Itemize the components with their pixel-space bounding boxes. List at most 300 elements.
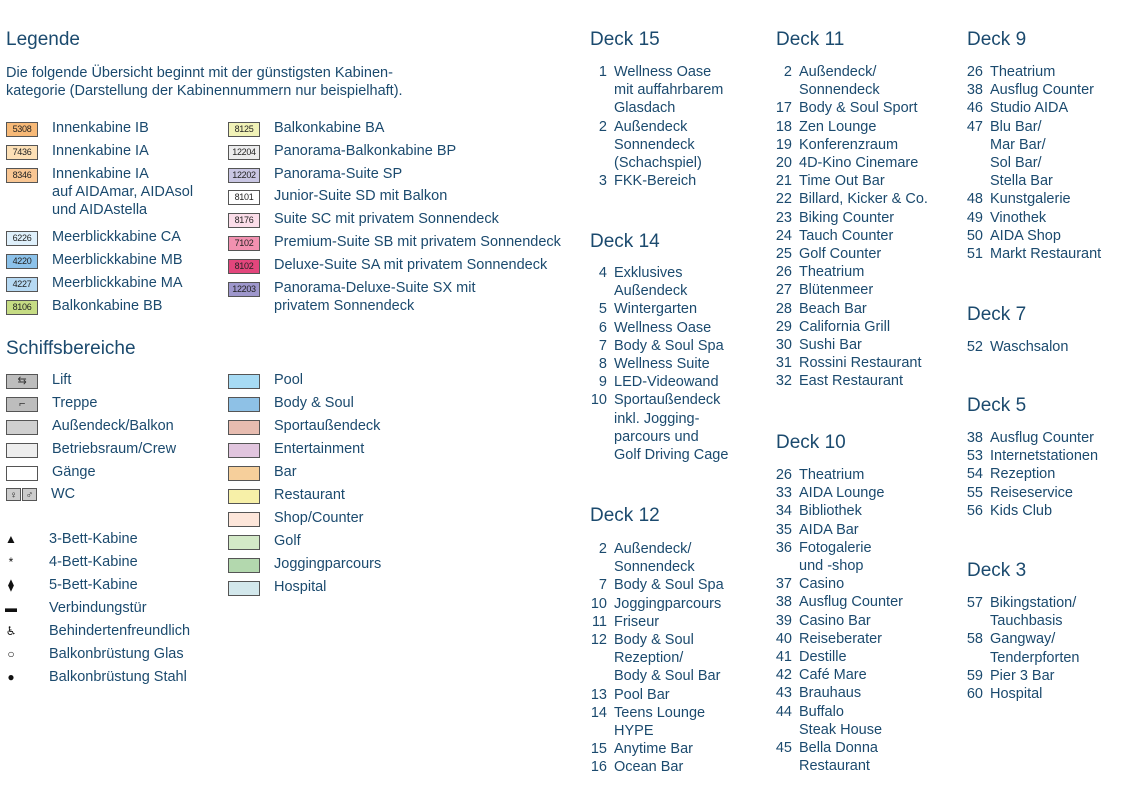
cabin-swatch: 12202 bbox=[228, 168, 260, 183]
item-name bbox=[799, 666, 867, 684]
deck-item bbox=[959, 209, 1101, 227]
legend-label: 3-Bett-Kabine bbox=[49, 531, 138, 547]
deck-item bbox=[959, 118, 1101, 191]
item-line: parcours und bbox=[614, 428, 699, 445]
item-number: 34 bbox=[775, 503, 792, 520]
deck-item bbox=[583, 264, 728, 300]
item-name bbox=[799, 521, 859, 539]
deck-item bbox=[583, 319, 728, 337]
area-swatch bbox=[228, 489, 260, 504]
deck-item bbox=[768, 521, 903, 539]
label-line: und AIDAstella bbox=[52, 202, 148, 218]
item-name bbox=[799, 593, 903, 611]
legend-label: Sportaußendeck bbox=[274, 418, 381, 434]
item-number: 38 bbox=[966, 82, 983, 99]
item-line: Ausflug Counter bbox=[799, 594, 903, 611]
label-line: Panorama-Balkonkabine BP bbox=[274, 143, 457, 159]
areas-title: Schiffsbereiche bbox=[6, 338, 136, 359]
deck14-list bbox=[583, 264, 728, 464]
item-line: Wellness Oase bbox=[614, 319, 712, 336]
deck-item bbox=[959, 594, 1079, 630]
stairs-icon: ⌐ bbox=[18, 398, 26, 410]
item-line: Tauch Counter bbox=[799, 227, 894, 244]
area-swatch bbox=[228, 535, 260, 550]
deck-item bbox=[768, 666, 903, 684]
legend-label bbox=[274, 210, 499, 228]
item-number: 45 bbox=[775, 740, 792, 757]
area-swatch bbox=[6, 374, 38, 389]
deck-item bbox=[583, 337, 728, 355]
deck-item bbox=[583, 740, 724, 758]
item-name bbox=[799, 118, 876, 136]
label-line: Innenkabine IB bbox=[52, 120, 149, 136]
item-line: Kids Club bbox=[990, 502, 1053, 519]
item-name bbox=[990, 338, 1068, 356]
legend-label bbox=[52, 165, 193, 219]
male-icon: ♂ bbox=[22, 488, 37, 501]
deck-item bbox=[959, 190, 1101, 208]
item-line: Reiseservice bbox=[990, 484, 1073, 501]
item-line: AIDA Bar bbox=[799, 521, 859, 538]
legend-row-cabin bbox=[6, 274, 183, 292]
item-number: 40 bbox=[775, 630, 792, 647]
item-name bbox=[990, 99, 1068, 117]
legend-label: 4-Bett-Kabine bbox=[49, 554, 138, 570]
legend-label bbox=[274, 256, 547, 274]
area-swatch bbox=[6, 420, 38, 435]
label-line: Junior-Suite SD mit Balkon bbox=[274, 188, 448, 204]
item-line: Tenderpforten bbox=[990, 649, 1080, 666]
item-line: Theatrium bbox=[990, 64, 1056, 80]
deck-item bbox=[768, 118, 928, 136]
item-number: 5 bbox=[598, 301, 607, 318]
cabin-swatch: 7102 bbox=[228, 236, 260, 251]
label-line: Innenkabine IA bbox=[52, 166, 149, 182]
deck-item bbox=[768, 136, 928, 154]
item-number: 26 bbox=[966, 64, 983, 80]
item-number: 23 bbox=[775, 209, 792, 226]
item-line: Blütenmeer bbox=[799, 282, 874, 299]
item-line: FKK-Bereich bbox=[614, 173, 697, 190]
item-line: Sol Bar/ bbox=[990, 155, 1042, 172]
legend-row-cabin bbox=[228, 142, 456, 160]
deck-item bbox=[583, 391, 728, 464]
item-name bbox=[799, 99, 918, 117]
item-line: 4D-Kino Cinemare bbox=[799, 155, 919, 172]
label-line: Balkonkabine BA bbox=[274, 120, 385, 136]
item-line: Body & Soul Bar bbox=[614, 668, 721, 685]
item-name bbox=[799, 300, 867, 318]
deck-item bbox=[768, 372, 928, 390]
legend-row-symbol bbox=[4, 553, 138, 571]
item-number: 2 bbox=[598, 541, 607, 557]
item-number: 10 bbox=[590, 392, 607, 409]
item-line: Kunstgalerie bbox=[990, 191, 1071, 208]
legend-label: Balkonbrüstung Stahl bbox=[49, 669, 187, 685]
legend-row-symbol bbox=[4, 645, 184, 663]
item-name bbox=[990, 429, 1094, 447]
item-number: 27 bbox=[775, 282, 792, 299]
deck-item bbox=[768, 484, 903, 502]
legend-label: Balkonbrüstung Glas bbox=[49, 646, 184, 662]
item-line: Body & Soul Sport bbox=[799, 100, 918, 117]
item-name bbox=[799, 612, 871, 630]
area-swatch bbox=[6, 443, 38, 458]
item-number: 54 bbox=[966, 466, 983, 483]
item-name bbox=[614, 740, 693, 758]
item-name bbox=[799, 318, 890, 336]
item-number: 38 bbox=[966, 430, 983, 446]
item-number: 48 bbox=[966, 191, 983, 208]
item-number: 15 bbox=[590, 741, 607, 758]
legend-label bbox=[274, 142, 456, 160]
item-line: Steak House bbox=[799, 721, 883, 738]
item-number: 36 bbox=[775, 539, 792, 556]
item-number: 19 bbox=[775, 136, 792, 153]
item-number: 16 bbox=[590, 759, 607, 776]
item-number: 6 bbox=[598, 319, 607, 336]
item-line: Joggingparcours bbox=[614, 595, 722, 612]
cabin-swatch: 5308 bbox=[6, 122, 38, 137]
legend-row-cabin bbox=[228, 279, 475, 315]
deck-item bbox=[583, 172, 723, 190]
legend-label bbox=[52, 274, 183, 292]
deck-item bbox=[959, 338, 1068, 356]
legend-row-cabin bbox=[228, 119, 384, 137]
deck15-list bbox=[583, 63, 723, 190]
item-line: Studio AIDA bbox=[990, 100, 1069, 117]
item-name bbox=[614, 540, 695, 576]
item-number: 52 bbox=[966, 339, 983, 355]
deck-item bbox=[583, 373, 728, 391]
item-name bbox=[799, 630, 882, 648]
legend-row-area bbox=[6, 394, 97, 412]
legend-row-wc bbox=[6, 485, 75, 503]
legend-label bbox=[52, 228, 181, 246]
legend-row-area bbox=[228, 394, 354, 412]
legend-label: Joggingparcours bbox=[274, 556, 382, 572]
deck-item bbox=[768, 300, 928, 318]
item-line: Internetstationen bbox=[990, 448, 1099, 465]
item-name bbox=[799, 209, 894, 227]
item-line: Glasdach bbox=[614, 100, 676, 117]
area-swatch bbox=[228, 558, 260, 573]
label-line: Deluxe-Suite SA mit privatem Sonnendeck bbox=[274, 257, 548, 273]
item-number: 55 bbox=[966, 484, 983, 501]
item-line: Theatrium bbox=[799, 467, 865, 483]
item-name bbox=[799, 466, 864, 484]
item-line: Pier 3 Bar bbox=[990, 667, 1055, 684]
legend-label: Lift bbox=[52, 372, 72, 388]
circle-filled-icon: ● bbox=[7, 670, 15, 684]
item-name bbox=[799, 502, 862, 520]
legend-row-cabin bbox=[6, 251, 183, 269]
item-number: 20 bbox=[775, 155, 792, 172]
legend-row-area bbox=[228, 440, 364, 458]
deck-item bbox=[959, 630, 1079, 666]
item-line: Theatrium bbox=[799, 264, 865, 281]
lift-icon: ⇆ bbox=[17, 375, 27, 387]
deck-item bbox=[768, 263, 928, 281]
deck9-list bbox=[959, 63, 1101, 263]
diamond-icon: ⧫ bbox=[8, 578, 14, 592]
deck12-list bbox=[583, 540, 724, 777]
item-line: Biking Counter bbox=[799, 209, 895, 226]
legend-row-cabin bbox=[228, 256, 547, 274]
item-line: Sonnendeck bbox=[799, 82, 880, 99]
item-name bbox=[614, 118, 702, 173]
item-line: Café Mare bbox=[799, 667, 867, 684]
label-line: Innenkabine IA bbox=[52, 143, 149, 159]
legend-row-symbol bbox=[4, 622, 190, 640]
deck3-title: Deck 3 bbox=[967, 560, 1027, 581]
deck-item bbox=[768, 684, 903, 702]
item-number: 26 bbox=[775, 467, 792, 483]
item-name bbox=[799, 281, 873, 299]
area-swatch bbox=[228, 420, 260, 435]
item-line: Destille bbox=[799, 649, 847, 666]
area-swatch bbox=[228, 443, 260, 458]
cabin-swatch: 4227 bbox=[6, 277, 38, 292]
item-number: 43 bbox=[775, 685, 792, 702]
legend-intro bbox=[6, 64, 446, 100]
deck-item bbox=[959, 429, 1098, 447]
item-name bbox=[614, 300, 697, 318]
item-line: Body & Soul Spa bbox=[614, 577, 724, 594]
legend-row-area bbox=[228, 578, 326, 596]
deck-item bbox=[768, 593, 903, 611]
item-name bbox=[799, 172, 885, 190]
item-number: 38 bbox=[775, 594, 792, 611]
legend-row-cabin bbox=[6, 142, 149, 160]
item-number: 1 bbox=[598, 64, 607, 80]
item-name bbox=[990, 685, 1042, 703]
item-number: 8 bbox=[598, 356, 607, 373]
legend-row-area bbox=[6, 371, 71, 389]
legend-label: Verbindungstür bbox=[49, 600, 147, 616]
item-name bbox=[614, 686, 670, 704]
wc-swatch bbox=[6, 488, 37, 501]
item-line: Casino bbox=[799, 576, 845, 593]
item-name bbox=[614, 373, 719, 391]
legend-label: Behindertenfreundlich bbox=[49, 623, 191, 639]
deck-item bbox=[583, 63, 723, 118]
legend-label: Shop/Counter bbox=[274, 510, 364, 526]
deck-item bbox=[959, 484, 1098, 502]
area-swatch bbox=[228, 466, 260, 481]
female-icon: ♀ bbox=[6, 488, 21, 501]
item-line: Bella Donna bbox=[799, 740, 878, 757]
item-number: 39 bbox=[775, 612, 792, 629]
item-number: 50 bbox=[966, 227, 983, 244]
deck-item bbox=[768, 154, 928, 172]
legend-label bbox=[52, 251, 183, 269]
item-line: HYPE bbox=[614, 723, 654, 740]
deck-item bbox=[959, 245, 1101, 263]
area-swatch bbox=[228, 397, 260, 412]
item-line: LED-Videowand bbox=[614, 374, 719, 391]
label-line: Premium-Suite SB mit privatem Sonnendeck bbox=[274, 234, 561, 250]
item-line: und -shop bbox=[799, 558, 864, 575]
item-name bbox=[990, 630, 1079, 666]
legend-label: Golf bbox=[274, 533, 301, 549]
deck10-list bbox=[768, 466, 903, 775]
item-name bbox=[990, 484, 1073, 502]
item-line: AIDA Shop bbox=[990, 227, 1061, 244]
label-line: Suite SC mit privatem Sonnendeck bbox=[274, 211, 499, 227]
legend-row-cabin bbox=[228, 187, 447, 205]
deck-item bbox=[768, 245, 928, 263]
item-name bbox=[799, 263, 864, 281]
item-name bbox=[799, 739, 878, 775]
deck-item bbox=[959, 81, 1101, 99]
deck-item bbox=[959, 447, 1098, 465]
area-swatch bbox=[6, 397, 38, 412]
item-line: Konferenzraum bbox=[799, 136, 899, 153]
item-line: Ocean Bar bbox=[614, 759, 684, 776]
item-line: Außendeck bbox=[614, 283, 688, 300]
legend-row-area bbox=[228, 532, 301, 550]
item-line: Stella Bar bbox=[990, 173, 1053, 190]
item-name bbox=[614, 391, 728, 464]
deck-item bbox=[768, 630, 903, 648]
item-number: 32 bbox=[775, 373, 792, 390]
item-name bbox=[799, 190, 928, 208]
item-name bbox=[614, 63, 723, 118]
item-line: Ausflug Counter bbox=[990, 82, 1094, 99]
legend-label: Gänge bbox=[52, 464, 96, 480]
label-line: Meerblickkabine MB bbox=[52, 252, 183, 268]
legend-row-area bbox=[6, 417, 174, 435]
item-line: Außendeck/ bbox=[614, 541, 692, 557]
legend-row-symbol bbox=[4, 668, 187, 686]
label-line: Meerblickkabine CA bbox=[52, 229, 181, 245]
legend-row-symbol bbox=[4, 599, 147, 617]
deck-item bbox=[959, 99, 1101, 117]
item-name bbox=[990, 594, 1076, 630]
legend-label: WC bbox=[51, 486, 76, 502]
deck-item bbox=[768, 63, 928, 99]
item-name bbox=[990, 502, 1052, 520]
item-number: 25 bbox=[775, 246, 792, 263]
label-line: Meerblickkabine MA bbox=[52, 275, 183, 291]
legend-row-area bbox=[228, 417, 380, 435]
deck7-list bbox=[959, 338, 1068, 356]
legend-label bbox=[52, 297, 162, 315]
deck-item bbox=[959, 685, 1079, 703]
wheelchair-icon: ♿ bbox=[5, 624, 17, 638]
label-line: Panorama-Suite SP bbox=[274, 166, 403, 182]
item-number: 11 bbox=[591, 613, 607, 630]
item-line: Blu Bar/ bbox=[990, 118, 1042, 135]
deck-item bbox=[583, 631, 724, 686]
deck5-list bbox=[959, 429, 1098, 520]
legend-label bbox=[52, 119, 149, 137]
item-name bbox=[614, 172, 696, 190]
intro-line: kategorie (Darstellung der Kabinennummern nur beispielhaft). bbox=[6, 83, 403, 99]
deck-item bbox=[768, 575, 903, 593]
legend-title: Legende bbox=[6, 29, 80, 50]
legend-row-area bbox=[228, 555, 381, 573]
item-number: 14 bbox=[590, 704, 607, 721]
item-name bbox=[799, 703, 882, 739]
cabin-swatch: 12203 bbox=[228, 282, 260, 297]
item-number: 33 bbox=[775, 485, 792, 502]
item-line: Exklusives bbox=[614, 265, 683, 281]
item-number: 42 bbox=[775, 667, 792, 684]
item-number: 30 bbox=[775, 337, 792, 354]
item-line: Sushi Bar bbox=[799, 337, 862, 354]
item-name bbox=[614, 595, 721, 613]
cabin-swatch: 12204 bbox=[228, 145, 260, 160]
item-number: 56 bbox=[966, 502, 983, 519]
item-number: 35 bbox=[775, 521, 792, 538]
item-number: 2 bbox=[598, 118, 607, 135]
item-name bbox=[614, 319, 711, 337]
item-name bbox=[799, 154, 918, 172]
item-number: 51 bbox=[966, 246, 983, 263]
cabin-swatch: 7436 bbox=[6, 145, 38, 160]
item-number: 44 bbox=[775, 703, 792, 720]
cabin-swatch: 8102 bbox=[228, 259, 260, 274]
item-line: Golf Counter bbox=[799, 246, 882, 263]
asterisk-icon: * bbox=[8, 555, 14, 569]
item-line: Tauchbasis bbox=[990, 613, 1063, 630]
deck-item bbox=[583, 576, 724, 594]
item-number: 26 bbox=[775, 264, 792, 281]
area-swatch bbox=[6, 466, 38, 481]
item-number: 58 bbox=[966, 631, 983, 648]
deck-item bbox=[768, 703, 903, 739]
deck10-title: Deck 10 bbox=[776, 432, 846, 453]
item-name bbox=[990, 465, 1055, 483]
deck11-list bbox=[768, 63, 928, 391]
item-line: Bikingstation/ bbox=[990, 595, 1077, 611]
item-line: Fotogalerie bbox=[799, 539, 872, 556]
legend-row-area bbox=[6, 440, 176, 458]
item-name bbox=[990, 190, 1071, 208]
legend-label: Body & Soul bbox=[274, 395, 354, 411]
item-line: Buffalo bbox=[799, 703, 844, 720]
item-line: inkl. Jogging- bbox=[614, 410, 700, 427]
item-name bbox=[614, 576, 724, 594]
deck15-title: Deck 15 bbox=[590, 29, 660, 50]
deck-item bbox=[959, 63, 1101, 81]
item-name bbox=[990, 245, 1101, 263]
deck9-title: Deck 9 bbox=[967, 29, 1027, 50]
item-line: East Restaurant bbox=[799, 373, 903, 390]
deck-item bbox=[959, 667, 1079, 685]
item-line: Time Out Bar bbox=[799, 173, 885, 190]
item-number: 37 bbox=[775, 576, 792, 593]
item-name bbox=[799, 648, 847, 666]
item-name bbox=[990, 118, 1053, 191]
legend-label: Bar bbox=[274, 464, 297, 480]
item-line: Rezeption/ bbox=[614, 650, 684, 667]
legend-row-cabin bbox=[228, 165, 402, 183]
item-line: Teens Lounge bbox=[614, 704, 706, 721]
cabin-swatch: 8101 bbox=[228, 190, 260, 205]
item-name bbox=[799, 354, 922, 372]
deck-item bbox=[768, 354, 928, 372]
item-number: 18 bbox=[775, 118, 792, 135]
item-line: (Schachspiel) bbox=[614, 155, 702, 172]
legend-row-area bbox=[228, 371, 303, 389]
legend-label: Außendeck/Balkon bbox=[52, 418, 174, 434]
legend-row-area bbox=[228, 509, 363, 527]
item-line: Vinothek bbox=[990, 209, 1047, 226]
legend-label: Hospital bbox=[274, 579, 327, 595]
